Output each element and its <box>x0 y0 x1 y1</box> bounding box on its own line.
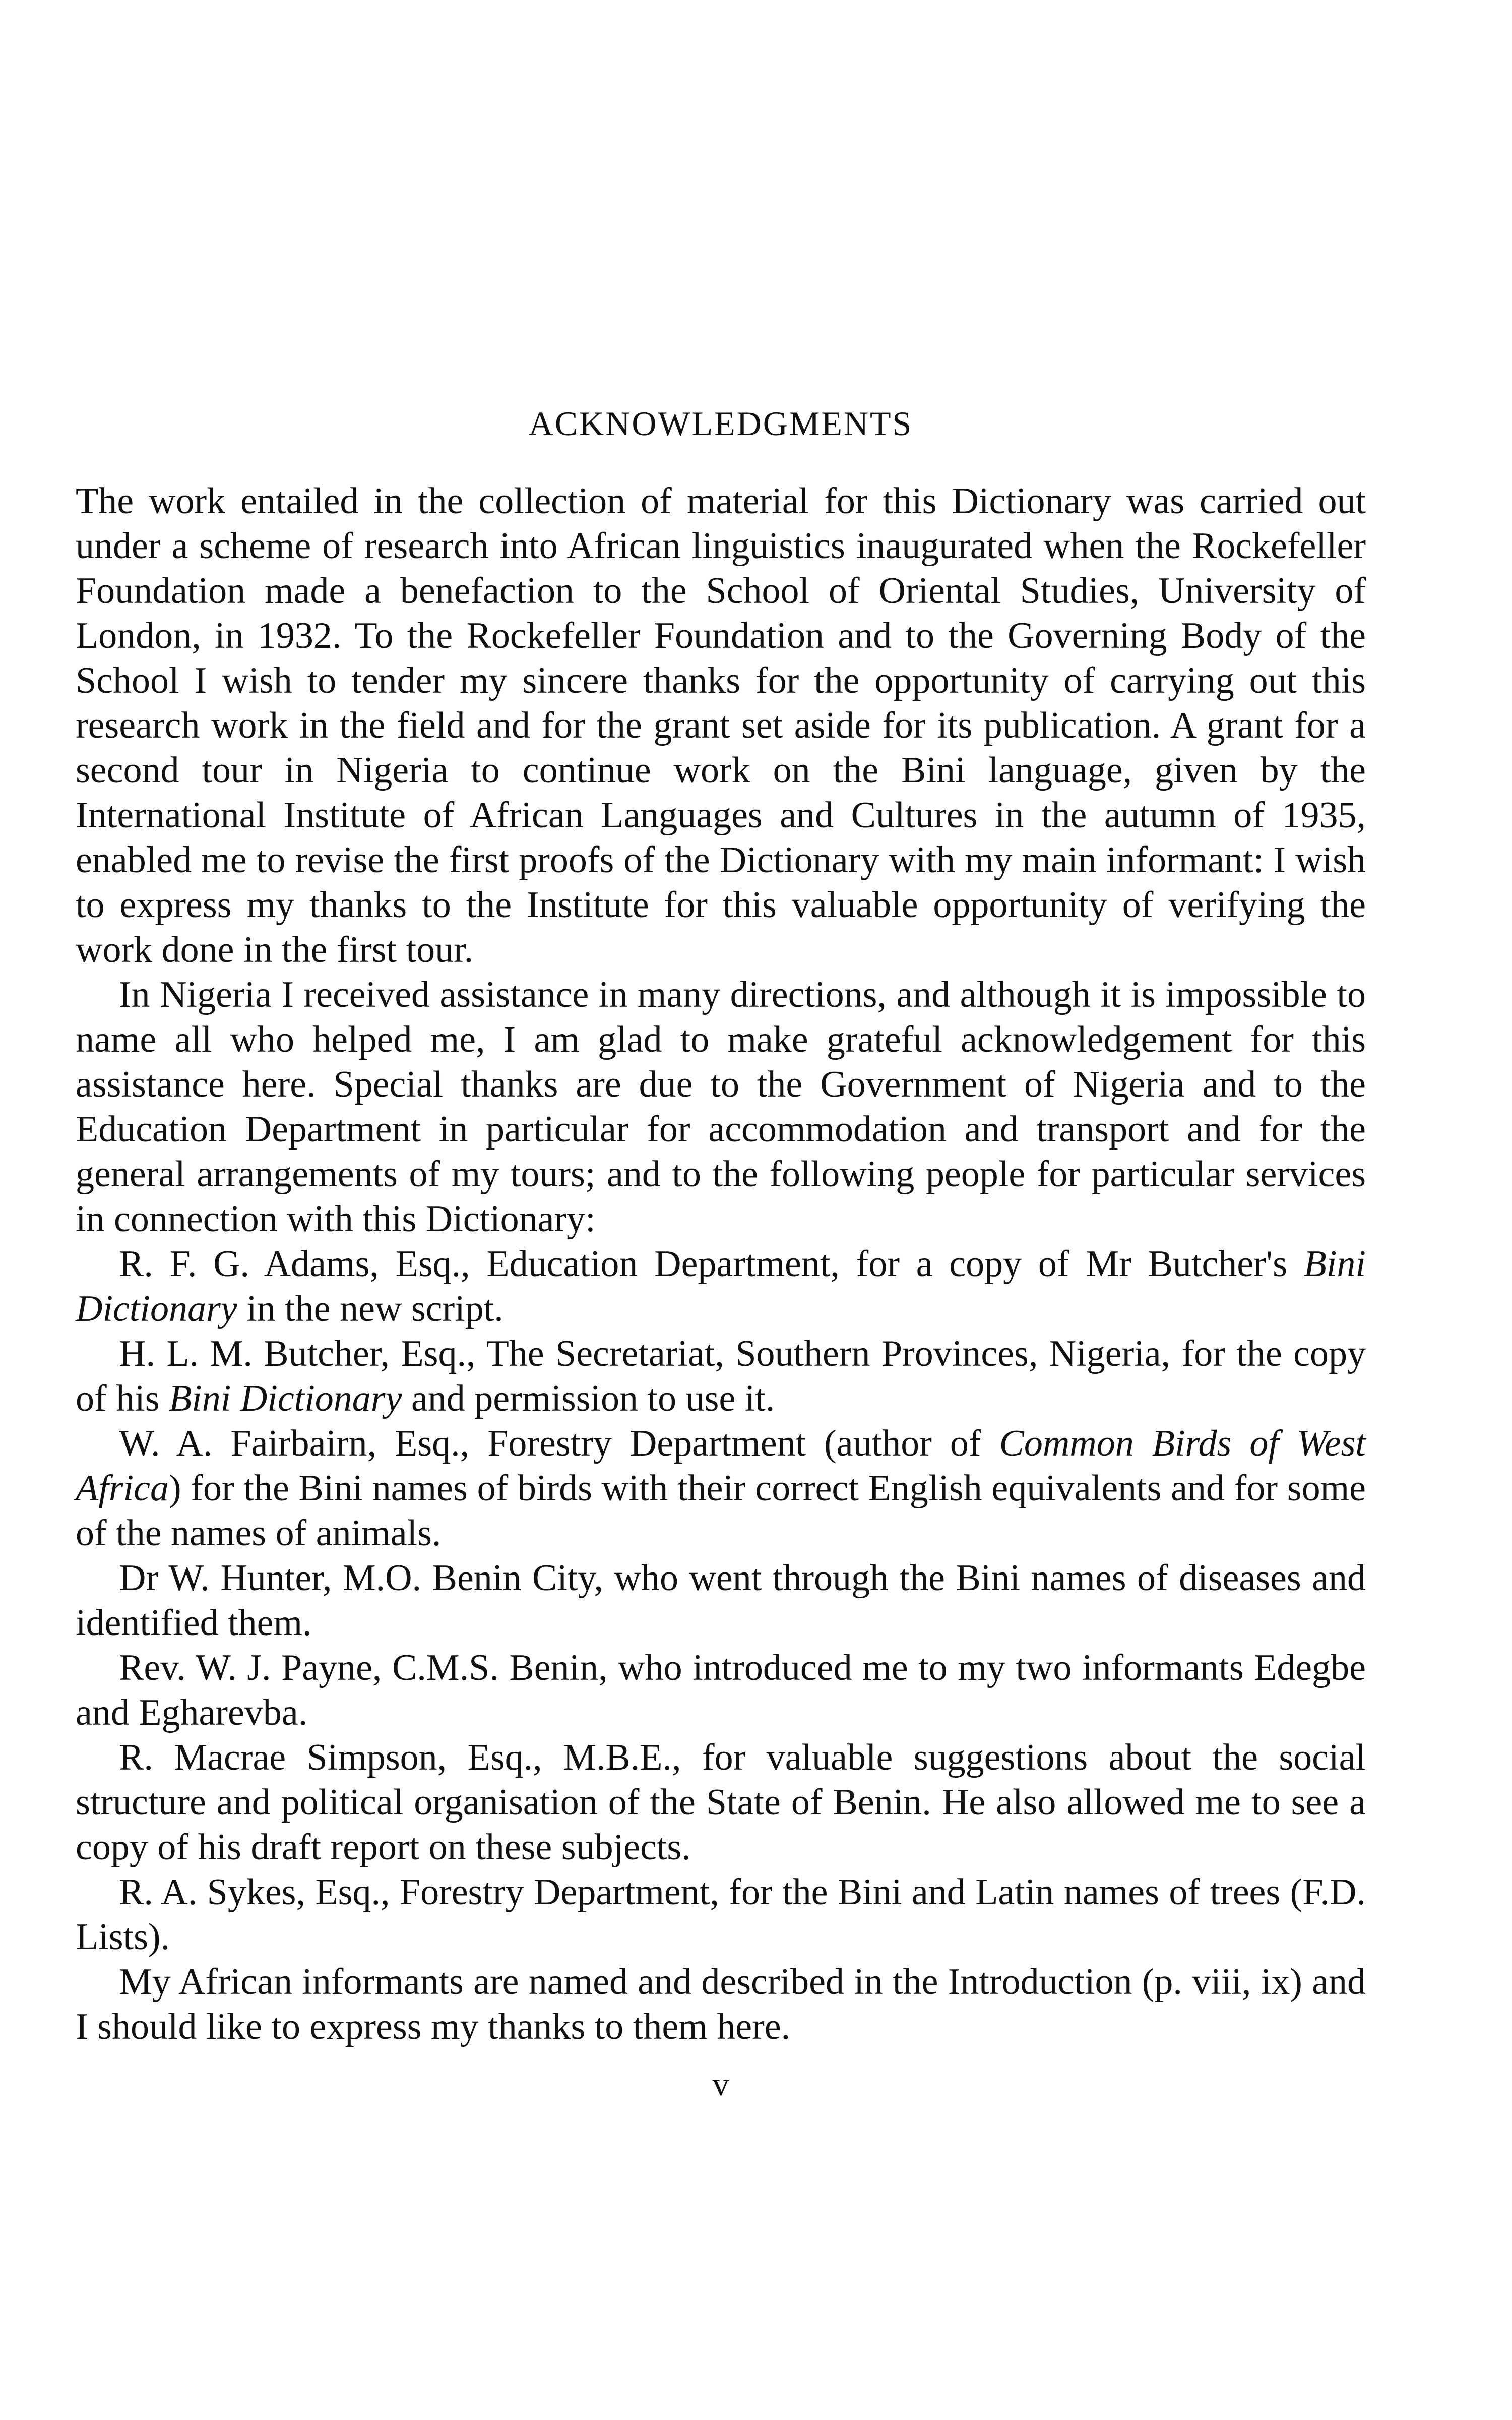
assistance-paragraph: In Nigeria I received assistance in many directions, and although it is impossible to name all who helped me, I am glad to make grateful acknowledgement for this assistance here. Special thanks are due to the Government of Nigeria and to the Education Department in particular for accommodation and transport and for the general arrangements of my tours; and to the following people for particular services in connection with this Dictionary: <box>76 974 1366 1240</box>
page-number: v <box>712 2066 729 2103</box>
acknowledgement-entry-sykes: R. A. Sykes, Esq., Forestry Department, for the Bini and Latin names of trees (F.D. Lists). <box>76 1871 1366 1958</box>
book-title: Common Birds of West Africa <box>76 1423 1366 1509</box>
entry-text: and permission to use it. <box>402 1378 775 1419</box>
page-title: ACKNOWLEDGMENTS <box>528 404 913 443</box>
entry-text: H. L. M. Butcher, Esq., The Secretariat, Southern Provinces, Nigeria, for the copy of his <box>76 1333 1366 1419</box>
acknowledgement-entry-adams <box>76 1242 1366 1332</box>
closing-paragraph: My African informants are named and described in the Introduction (p. viii, ix) and I should like to express my thanks to them here. <box>76 1961 1366 2047</box>
book-title: Bini Dictionary <box>169 1378 402 1419</box>
entry-text: in the new script. <box>237 1288 503 1329</box>
entry-text: W. A. Fairbairn, Esq., Forestry Department (author of <box>119 1423 999 1464</box>
acknowledgement-entry-payne: Rev. W. J. Payne, C.M.S. Benin, who introduced me to my two informants Edegbe and Egharevba. <box>76 1647 1366 1733</box>
acknowledgement-entry-butcher <box>76 1332 1366 1421</box>
acknowledgement-entry-simpson: R. Macrae Simpson, Esq., M.B.E., for valuable suggestions about the social structure and political organisation of the State of Benin. He also allowed me to see a copy of his draft report on these subjects. <box>76 1737 1366 1868</box>
acknowledgement-entry-fairbairn <box>76 1421 1366 1556</box>
intro-paragraph: The work entailed in the collection of material for this Dictionary was carried out under a scheme of research into African linguistics inaugurated when the Rockefeller Foundation made a benefaction to the School of Oriental Studies, University of London, in 1932. To the Rockefeller Foundation and to the Governing Body of the School I wish to tender my sincere thanks for the opportunity of carrying out this research work in the field and for the grant set aside for its publication. A grant for a second tour in Nigeria to continue work on the Bini language, given by the International Institute of African Languages and Cultures in the autumn of 1935, enabled me to revise the first proofs of the Dictionary with my main informant: I wish to express my thanks to the Institute for this valuable opportunity of verifying the work done in the first tour. <box>76 480 1366 971</box>
entry-text: ) for the Bini names of birds with their correct English equivalents and for some of the names of animals. <box>76 1468 1366 1554</box>
book-title: Bini Dictionary <box>76 1243 1366 1329</box>
page-body <box>76 398 1366 2110</box>
acknowledgement-entry-hunter: Dr W. Hunter, M.O. Benin City, who went through the Bini names of diseases and identified them. <box>76 1557 1366 1644</box>
entry-text: R. F. G. Adams, Esq., Education Department, for a copy of Mr Butcher's <box>119 1243 1304 1285</box>
